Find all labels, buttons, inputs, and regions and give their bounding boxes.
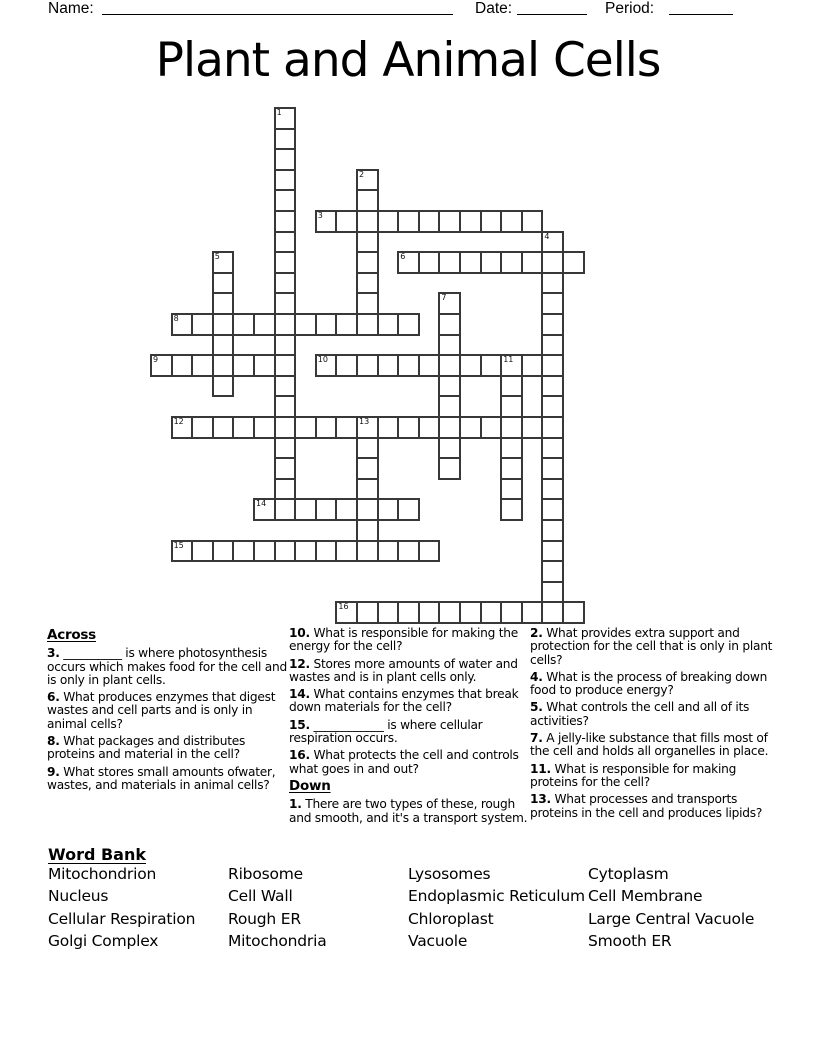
cell-number: 11 [503, 355, 514, 365]
grid-cell[interactable] [336, 314, 357, 335]
grid-cell[interactable] [213, 335, 234, 356]
grid-cell[interactable] [563, 602, 584, 623]
clue-number: 13. [530, 792, 551, 807]
grid-cell[interactable] [275, 458, 296, 479]
grid-cell[interactable] [275, 417, 296, 438]
grid-cell[interactable] [542, 314, 563, 335]
cell-number: 4 [544, 231, 550, 241]
grid-cell[interactable] [419, 541, 440, 562]
word-bank-item: Cell Membrane [588, 887, 703, 906]
cell-number: 8 [173, 314, 179, 323]
clues-column-middle [289, 627, 532, 829]
grid-cell[interactable] [398, 602, 419, 623]
grid-cell[interactable] [357, 520, 378, 541]
name-label: Name: [48, 0, 94, 17]
grid-cell[interactable] [501, 499, 522, 520]
grid-cell[interactable] [275, 252, 296, 273]
clue: 2. What provides extra support and protection for the cell that is only in plant cells? [530, 626, 773, 667]
grid-cell[interactable] [439, 396, 460, 417]
grid-cell[interactable] [460, 211, 481, 232]
grid-cell[interactable] [481, 355, 502, 376]
grid-cell[interactable] [172, 417, 193, 438]
word-bank-item: Smooth ER [588, 932, 672, 951]
grid-cell[interactable] [460, 417, 481, 438]
grid-cell[interactable] [213, 376, 234, 397]
grid-cell[interactable] [522, 355, 543, 376]
grid-cell[interactable] [192, 314, 213, 335]
grid-cell[interactable] [275, 396, 296, 417]
period-label: Period: [605, 0, 655, 17]
cell-number: 16 [338, 602, 349, 612]
grid-cell[interactable] [378, 541, 399, 562]
word-bank-item: Mitochondria [228, 932, 327, 951]
grid-cell[interactable] [254, 499, 275, 520]
clue-number: 4. [530, 669, 543, 684]
grid-cell[interactable] [275, 499, 296, 520]
grid-cell[interactable] [398, 541, 419, 562]
grid-cell[interactable] [357, 602, 378, 623]
grid-cell[interactable] [542, 232, 563, 253]
grid-cell[interactable] [233, 541, 254, 562]
grid-cell[interactable] [336, 211, 357, 232]
grid-cell[interactable] [419, 355, 440, 376]
clue-number: 5. [530, 700, 543, 715]
clue-list-heading: Across [47, 627, 96, 643]
cell-number: 15 [173, 540, 184, 550]
grid-cell[interactable] [501, 396, 522, 417]
grid-cell[interactable] [316, 541, 337, 562]
clue: 9. What stores small amounts ofwater, wastes, and materials in animal cells? [47, 764, 276, 792]
word-bank-column [228, 863, 327, 953]
grid-cell[interactable] [233, 355, 254, 376]
grid-cell[interactable] [439, 602, 460, 623]
grid-cell[interactable] [378, 211, 399, 232]
cell-number: 9 [153, 355, 159, 365]
period-blank-line[interactable] [669, 2, 733, 15]
date-label: Date: [475, 0, 513, 17]
clue: 7. A jelly-like substance that fills most of the cell and holds all organelles in place. [530, 731, 769, 759]
grid-cell[interactable] [275, 293, 296, 314]
clue-number: 8. [47, 734, 60, 749]
grid-cell[interactable] [336, 541, 357, 562]
grid-cell[interactable] [275, 129, 296, 150]
grid-cell[interactable] [542, 355, 563, 376]
grid-cell[interactable] [439, 458, 460, 479]
clue: 3. __________ is where photosynthesis occurs which makes food for the cell and is only in plant cells. [47, 646, 287, 687]
cell-number: 7 [441, 293, 447, 303]
clue-number: 10. [289, 626, 310, 640]
grid-cell[interactable] [357, 273, 378, 294]
grid-cell[interactable] [460, 602, 481, 623]
grid-cell[interactable] [398, 417, 419, 438]
cell-number: 10 [317, 355, 328, 365]
grid-cell[interactable] [542, 541, 563, 562]
grid-cell[interactable] [357, 499, 378, 520]
grid-cell[interactable] [357, 355, 378, 376]
clue: 10. What is responsible for making the energy for the cell? [289, 626, 518, 654]
grid-cell[interactable] [542, 293, 563, 314]
clues-column-left [47, 627, 289, 796]
grid-cell[interactable] [357, 170, 378, 191]
grid-cell[interactable] [254, 417, 275, 438]
grid-cell[interactable] [254, 541, 275, 562]
grid-cell[interactable] [378, 355, 399, 376]
grid-cell[interactable] [481, 211, 502, 232]
grid-cell[interactable] [481, 602, 502, 623]
grid-cell[interactable] [542, 273, 563, 294]
grid-cell[interactable] [501, 438, 522, 459]
grid-cell[interactable] [419, 252, 440, 273]
clue: 12. Stores more amounts of water and wastes and is in plant cells only. [289, 656, 518, 684]
grid-cell[interactable] [357, 232, 378, 253]
grid-cell[interactable] [542, 458, 563, 479]
grid-cell[interactable] [419, 602, 440, 623]
grid-cell[interactable] [542, 335, 563, 356]
grid-cell[interactable] [275, 541, 296, 562]
grid-cell[interactable] [439, 355, 460, 376]
grid-cell[interactable] [460, 252, 481, 273]
cell-number: 1 [276, 108, 282, 117]
clue-number: 2. [530, 626, 543, 640]
grid-cell[interactable] [192, 355, 213, 376]
clue-list-heading: Down [289, 777, 331, 794]
word-bank-item: Vacuole [408, 932, 468, 951]
grid-cell[interactable] [151, 355, 172, 376]
grid-cell[interactable] [522, 417, 543, 438]
grid-cell[interactable] [398, 499, 419, 520]
cell-number: 6 [400, 252, 406, 262]
grid-cell[interactable] [398, 314, 419, 335]
grid-cell[interactable] [522, 252, 543, 273]
grid-cell[interactable] [398, 211, 419, 232]
grid-cell[interactable] [316, 355, 337, 376]
clue-number: 3. [47, 646, 60, 661]
clue: 13. What processes and transports proteins in the cell and produces lipids? [530, 792, 763, 820]
grid-cell[interactable] [501, 458, 522, 479]
page-title: Plant and Animal Cells [155, 33, 661, 88]
grid-cell[interactable] [501, 417, 522, 438]
grid-cell[interactable] [439, 376, 460, 397]
grid-cell[interactable] [213, 541, 234, 562]
grid-cell[interactable] [254, 355, 275, 376]
grid-cell[interactable] [501, 376, 522, 397]
grid-cell[interactable] [398, 355, 419, 376]
grid-cell[interactable] [439, 211, 460, 232]
cell-number: 2 [359, 169, 365, 179]
grid-cell[interactable] [357, 252, 378, 273]
grid-cell[interactable] [275, 170, 296, 191]
grid-cell[interactable] [275, 232, 296, 253]
grid-cell[interactable] [542, 438, 563, 459]
cell-number: 14 [256, 499, 267, 509]
grid-cell[interactable] [275, 376, 296, 397]
grid-cell[interactable] [192, 417, 213, 438]
word-bank-item: Chloroplast [408, 909, 494, 928]
grid-cell[interactable] [542, 520, 563, 541]
grid-cell[interactable] [542, 602, 563, 623]
grid-cell[interactable] [542, 479, 563, 500]
word-bank-item: Nucleus [48, 887, 109, 906]
grid-cell[interactable] [213, 355, 234, 376]
clue: 4. What is the process of breaking down food to produce energy? [530, 669, 768, 698]
grid-cell[interactable] [357, 479, 378, 500]
word-bank-item: Rough ER [228, 909, 301, 928]
word-bank-item: Ribosome [228, 865, 303, 883]
word-bank-columns [48, 863, 788, 963]
grid-cell[interactable] [398, 252, 419, 273]
clue: 5. What controls the cell and all of its activities? [530, 700, 750, 728]
cell-number: 3 [317, 211, 323, 220]
grid-cell[interactable] [378, 499, 399, 520]
grid-cell[interactable] [254, 314, 275, 335]
clue-number: 14. [289, 687, 310, 702]
clue: 6. What produces enzymes that digest wastes and cell parts and is only in animal cells? [47, 690, 276, 731]
grid-cell[interactable] [357, 314, 378, 335]
grid-cell[interactable] [275, 108, 296, 129]
grid-cell[interactable] [275, 438, 296, 459]
clue-number: 9. [47, 764, 60, 779]
clue-number: 16. [289, 748, 310, 763]
date-blank-line[interactable] [517, 2, 587, 15]
grid-cell[interactable] [275, 273, 296, 294]
clues-column-right [530, 627, 786, 824]
grid-cell[interactable] [357, 458, 378, 479]
grid-cell[interactable] [336, 355, 357, 376]
grid-cell[interactable] [316, 499, 337, 520]
grid-cell[interactable] [481, 252, 502, 273]
word-bank-column [408, 863, 585, 953]
clue-number: 11. [530, 761, 551, 776]
word-bank-column [48, 863, 195, 953]
grid-cell[interactable] [357, 293, 378, 314]
grid-cell[interactable] [378, 602, 399, 623]
grid-cell[interactable] [275, 149, 296, 170]
grid-cell[interactable] [172, 355, 193, 376]
clue: 8. What packages and distributes proteins and material in the cell? [47, 734, 246, 762]
word-bank-heading: Word Bank [48, 845, 147, 864]
grid-cell[interactable] [336, 602, 357, 623]
grid-cell[interactable] [233, 417, 254, 438]
cell-number: 13 [359, 417, 370, 426]
word-bank-item: Golgi Complex [48, 932, 159, 951]
grid-cell[interactable] [275, 211, 296, 232]
grid-cell[interactable] [542, 582, 563, 603]
grid-cell[interactable] [213, 293, 234, 314]
grid-cell[interactable] [172, 314, 193, 335]
word-bank-item: Mitochondrion [48, 865, 157, 883]
clue: 11. What is responsible for making proteins for the cell? [530, 761, 737, 789]
word-bank-item: Endoplasmic Reticulum [408, 887, 585, 906]
grid-cell[interactable] [439, 438, 460, 459]
name-blank-line[interactable] [102, 2, 453, 15]
word-bank-item: Cytoplasm [588, 865, 669, 883]
grid-cell[interactable] [542, 396, 563, 417]
clue: 1. There are two types of these, rough and smooth, and it's a transport system. [289, 797, 528, 825]
cell-number: 12 [173, 417, 184, 426]
clue: 16. What protects the cell and controls what goes in and out? [289, 748, 519, 776]
cell-number: 5 [214, 252, 220, 262]
grid-cell[interactable] [439, 417, 460, 438]
clue-number: 7. [530, 731, 543, 746]
grid-cell[interactable] [563, 252, 584, 273]
grid-cell[interactable] [316, 211, 337, 232]
grid-cell[interactable] [501, 479, 522, 500]
grid-cell[interactable] [378, 417, 399, 438]
grid-cell[interactable] [522, 211, 543, 232]
grid-cell[interactable] [522, 602, 543, 623]
grid-cell[interactable] [542, 561, 563, 582]
word-bank-item: Lysosomes [408, 865, 491, 883]
grid-cell[interactable] [316, 314, 337, 335]
grid-cell[interactable] [439, 293, 460, 314]
grid-cell[interactable] [357, 417, 378, 438]
grid-cell[interactable] [275, 335, 296, 356]
word-bank-item: Large Central Vacuole [588, 909, 755, 928]
clue-number: 6. [47, 690, 60, 705]
clue-number: 15. [289, 717, 310, 732]
grid-cell[interactable] [501, 602, 522, 623]
grid-cell[interactable] [275, 479, 296, 500]
grid-cell[interactable] [295, 417, 316, 438]
word-bank-item: Cell Wall [228, 887, 293, 906]
grid-cell[interactable] [542, 417, 563, 438]
grid-cell[interactable] [357, 211, 378, 232]
grid-cell[interactable] [213, 252, 234, 273]
grid-cell[interactable] [192, 541, 213, 562]
grid-cell[interactable] [213, 417, 234, 438]
word-bank-item: Cellular Respiration [48, 909, 196, 928]
grid-cell[interactable] [542, 376, 563, 397]
grid-cell[interactable] [419, 211, 440, 232]
grid-cell[interactable] [378, 314, 399, 335]
grid-cell[interactable] [357, 190, 378, 211]
clue-number: 12. [289, 656, 310, 671]
grid-cell[interactable] [213, 314, 234, 335]
grid-cell[interactable] [316, 417, 337, 438]
word-bank-column [588, 863, 754, 953]
grid-cell[interactable] [233, 314, 254, 335]
grid-cell[interactable] [336, 417, 357, 438]
grid-cell[interactable] [501, 252, 522, 273]
grid-cell[interactable] [419, 417, 440, 438]
grid-cell[interactable] [275, 190, 296, 211]
grid-cell[interactable] [439, 314, 460, 335]
clue: 14. What contains enzymes that break down materials for the cell? [289, 687, 519, 715]
grid-cell[interactable] [460, 355, 481, 376]
grid-cell[interactable] [357, 541, 378, 562]
grid-cell[interactable] [295, 541, 316, 562]
grid-cell[interactable] [213, 273, 234, 294]
grid-cell[interactable] [481, 417, 502, 438]
grid-cell[interactable] [357, 438, 378, 459]
grid-cell[interactable] [336, 499, 357, 520]
grid-cell[interactable] [501, 355, 522, 376]
grid-cell[interactable] [172, 541, 193, 562]
grid-cell[interactable] [275, 355, 296, 376]
grid-cell[interactable] [501, 211, 522, 232]
clue: 15. ____________ is where cellular respiration occurs. [289, 717, 483, 746]
grid-cell[interactable] [295, 314, 316, 335]
grid-cell[interactable] [439, 335, 460, 356]
grid-cell[interactable] [542, 499, 563, 520]
grid-cell[interactable] [542, 252, 563, 273]
grid-cell[interactable] [275, 314, 296, 335]
grid-cell[interactable] [439, 252, 460, 273]
grid-cell[interactable] [295, 499, 316, 520]
clue-number: 1. [289, 797, 302, 812]
